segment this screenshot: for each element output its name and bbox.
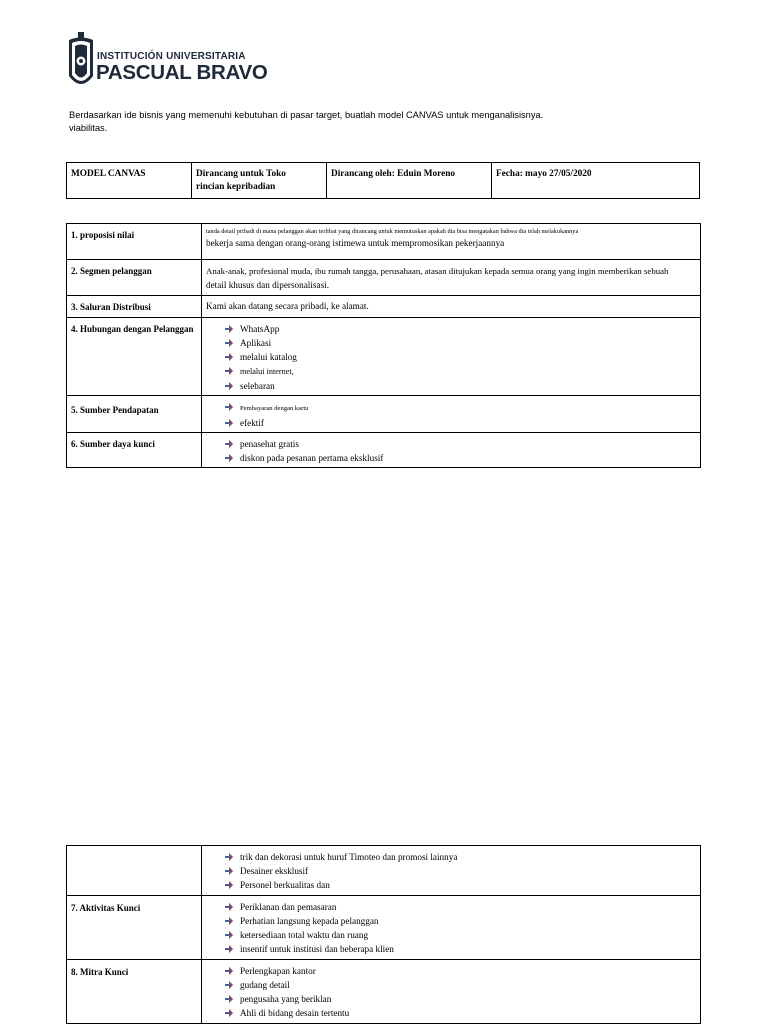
table-row <box>67 318 701 396</box>
arrow-bullet-icon <box>224 439 234 449</box>
list-item-label: gudang detail <box>240 980 290 990</box>
list-item <box>224 878 698 892</box>
arrow-bullet-icon <box>224 966 234 976</box>
value-proposition-line1: tanda detail pribadi di mana pelanggan akan terlibat yang dirancang untuk memutuskan apakah dia bisa mengatakan bahwa dia telah melakukannya <box>206 228 579 235</box>
list-item <box>224 900 698 914</box>
list-item <box>224 850 698 864</box>
list-item-label: Perlengkapan kantor <box>240 966 316 976</box>
table-row <box>67 296 701 318</box>
header-designed-for-line1: Dirancang untuk Toko <box>196 169 286 179</box>
key-resources-cell <box>202 433 701 468</box>
list-item-label: Personel berkualitas dan <box>240 880 330 890</box>
list-item <box>224 364 698 379</box>
list-item <box>224 336 698 350</box>
list-item <box>224 928 698 942</box>
arrow-bullet-icon <box>224 381 234 391</box>
university-logo <box>66 32 268 92</box>
list-item <box>224 992 698 1006</box>
list-item-label: WhatsApp <box>240 324 280 334</box>
list-item <box>224 416 698 430</box>
header-designed-for <box>192 163 327 199</box>
table-row <box>67 260 701 296</box>
canvas-main-table <box>66 223 701 468</box>
row-label: 4. Hubungan dengan Pelanggan <box>67 318 202 396</box>
arrow-bullet-icon <box>224 338 234 348</box>
list-item-label: melalui internet, <box>240 367 294 376</box>
arrow-bullet-icon <box>224 916 234 926</box>
row-label: 7. Aktivitas Kunci <box>67 896 202 960</box>
list-item <box>224 322 698 336</box>
table-row <box>67 396 701 433</box>
assignment-intro <box>69 109 669 135</box>
row-label: 2. Segmen pelanggan <box>67 260 202 296</box>
list-item-label: penasehat gratis <box>240 439 299 449</box>
list-item-label: efektif <box>240 418 264 428</box>
list-item-label: pengusaha yang beriklan <box>240 994 332 1004</box>
list-item <box>224 1006 698 1020</box>
list-item <box>224 964 698 978</box>
intro-line-1: Berdasarkan ide bisnis yang memenuhi kebutuhan di pasar target, buatlah model CANVAS untuk menganalisisnya. <box>69 110 544 120</box>
logo-institution-text: INSTITUCIÓN UNIVERSITARIA <box>97 51 246 62</box>
canvas-header-table <box>66 162 700 199</box>
arrow-bullet-icon <box>224 880 234 890</box>
key-partners-cell <box>202 960 701 1024</box>
intro-line-2: viabilitas. <box>69 123 108 133</box>
arrow-bullet-icon <box>224 324 234 334</box>
list-item-label: diskon pada pesanan pertama eksklusif <box>240 453 384 463</box>
arrow-bullet-icon <box>224 352 234 362</box>
value-proposition-line2: bekerja sama dengan orang-orang istimewa untuk mempromosikan pekerjaannya <box>206 238 505 248</box>
list-item-label: Periklanan dan pemasaran <box>240 902 337 912</box>
university-seal-icon <box>66 32 96 92</box>
row-label: 1. proposisi nilai <box>67 224 202 260</box>
row-label: 5. Sumber Pendapatan <box>67 396 202 433</box>
list-item-label: melalui katalog <box>240 352 297 362</box>
arrow-bullet-icon <box>224 418 234 428</box>
table-row <box>67 433 701 468</box>
list-item <box>224 437 698 451</box>
header-designed-by: Dirancang oleh: Eduin Moreno <box>327 163 492 199</box>
canvas-continued-table <box>66 845 701 1024</box>
row-label: 6. Sumber daya kunci <box>67 433 202 468</box>
list-item <box>224 350 698 364</box>
arrow-bullet-icon <box>224 402 234 412</box>
customer-segment-line2: detail khusus dan dipersonalisasi. <box>206 279 329 290</box>
list-item-label: Ahli di bidang desain tertentu <box>240 1008 350 1018</box>
list-item-label: ketersediaan total waktu dan ruang <box>240 930 369 940</box>
row-label-empty <box>67 846 202 896</box>
value-proposition-cell <box>202 224 701 260</box>
arrow-bullet-icon <box>224 980 234 990</box>
list-item <box>224 379 698 393</box>
list-item <box>224 942 698 956</box>
arrow-bullet-icon <box>224 902 234 912</box>
revenue-streams-cell <box>202 396 701 433</box>
arrow-bullet-icon <box>224 944 234 954</box>
list-item <box>224 978 698 992</box>
list-item-label: Desainer eksklusif <box>240 866 309 876</box>
key-resources-continued-cell <box>202 846 701 896</box>
table-row <box>67 224 701 260</box>
list-item-label: insentif untuk institusi dan beberapa klien <box>240 944 394 954</box>
list-item-label: selebaran <box>240 381 275 391</box>
list-item <box>224 914 698 928</box>
arrow-bullet-icon <box>224 852 234 862</box>
arrow-bullet-icon <box>224 930 234 940</box>
arrow-bullet-icon <box>224 366 234 376</box>
list-item <box>224 400 698 416</box>
customer-segment-line1: Anak-anak, profesional muda, ibu rumah tangga, perusahaan, atasan ditujukan kepada semua orang yang ingin memberikan sebuah <box>206 266 669 276</box>
list-item-label: trik dan dekorasi untuk huruf Timoteo dan promosi lainnya <box>240 852 458 862</box>
header-date: Fecha: mayo 27/05/2020 <box>492 163 700 199</box>
table-row <box>67 896 701 960</box>
table-row <box>67 846 701 896</box>
list-item-label: Aplikasi <box>240 338 272 348</box>
key-activities-cell <box>202 896 701 960</box>
list-item <box>224 451 698 465</box>
list-item-label: Perhatian langsung kepada pelanggan <box>240 916 379 926</box>
arrow-bullet-icon <box>224 866 234 876</box>
table-row <box>67 960 701 1024</box>
row-label: 8. Mitra Kunci <box>67 960 202 1024</box>
header-model-canvas: MODEL CANVAS <box>67 163 192 199</box>
list-item <box>224 864 698 878</box>
distribution-channel-cell: Kami akan datang secara pribadi, ke alamat. <box>202 296 701 318</box>
list-item-label: Pembayaran dengan kartu <box>240 405 309 412</box>
customer-relationship-cell <box>202 318 701 396</box>
arrow-bullet-icon <box>224 1008 234 1018</box>
arrow-bullet-icon <box>224 994 234 1004</box>
row-label: 3. Saluran Distribusi <box>67 296 202 318</box>
arrow-bullet-icon <box>224 453 234 463</box>
customer-segment-cell <box>202 260 701 296</box>
logo-name-text: PASCUAL BRAVO <box>96 61 268 84</box>
header-designed-for-line2: rincian kepribadian <box>196 182 276 192</box>
